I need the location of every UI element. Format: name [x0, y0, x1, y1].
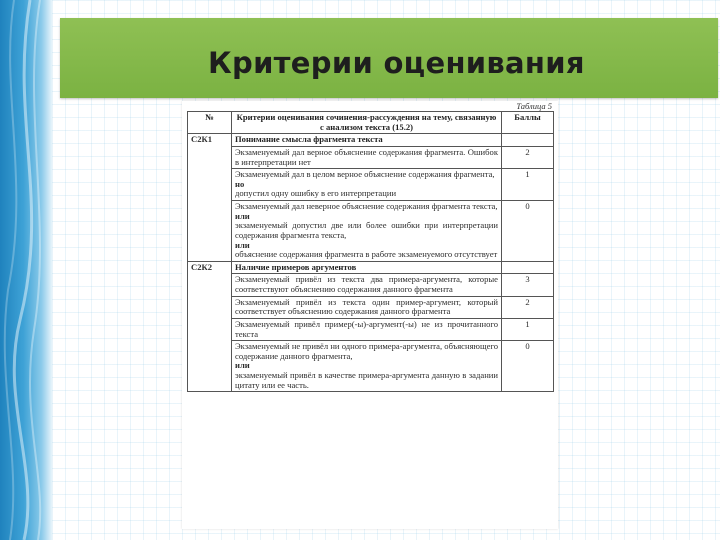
header-points: Баллы: [502, 112, 554, 134]
criteria-document: [182, 101, 558, 529]
criterion-text: Экзаменуемый привёл из текста один пример-аргумент, который соответствует объяснению содержания данного фрагмента: [232, 296, 502, 318]
table-row: [188, 318, 554, 340]
points-value: 1: [502, 318, 554, 340]
table-row: [188, 296, 554, 318]
title-bar: [60, 18, 718, 98]
points-value: 0: [502, 341, 554, 392]
table-row: [188, 201, 554, 262]
criterion-text: Экзаменуемый дал неверное объяснение содержания фрагмента текста, или экзаменуемый допустил две или более ошибки при интерпретации содержания фрагмента текста, или объяснение содержания фрагмента в работе экзаменуемого отсутствует: [232, 201, 502, 262]
table-header-row: [188, 112, 554, 134]
criterion-text: Экзаменуемый привёл из текста два примера-аргумента, которые соответствуют объяснению содержания данного фрагмента: [232, 274, 502, 296]
table-row: [188, 274, 554, 296]
header-criteria: Критерии оценивания сочинения-рассуждения на тему, связанную с анализом текста (15.2): [232, 112, 502, 134]
table-row: [188, 169, 554, 201]
points-value: 3: [502, 274, 554, 296]
points-cell-empty: [502, 261, 554, 274]
section-title: Наличие примеров аргументов: [232, 261, 502, 274]
criterion-text: Экзаменуемый дал в целом верное объяснение содержания фрагмента, но допустил одну ошибку в его интерпретации: [232, 169, 502, 201]
table-row: [188, 146, 554, 168]
criterion-text: Экзаменуемый дал верное объяснение содержания фрагмента. Ошибок в интерпретации нет: [232, 146, 502, 168]
decorative-side-band: [0, 0, 52, 540]
points-value: 2: [502, 296, 554, 318]
slide-title: Критерии оценивания: [208, 46, 585, 80]
table-row: [188, 341, 554, 392]
points-value: 1: [502, 169, 554, 201]
criterion-text: Экзаменуемый привёл пример(-ы)-аргумент(-ы) не из прочитанного текста: [232, 318, 502, 340]
section-title: Понимание смысла фрагмента текста: [232, 134, 502, 147]
section-id: С2К1: [188, 134, 232, 262]
section-row: [188, 261, 554, 274]
section-row: [188, 134, 554, 147]
criterion-text: Экзаменуемый не привёл ни одного примера-аргумента, объясняющего содержание данного фрагмента, или экзаменуемый привёл в качестве примера-аргумента данную в задании цитату или ее часть.: [232, 341, 502, 392]
wave-decoration-icon: [0, 0, 52, 540]
section-id: С2К2: [188, 261, 232, 392]
table-caption: Таблица 5: [516, 101, 552, 111]
header-num: №: [188, 112, 232, 134]
points-value: 2: [502, 146, 554, 168]
criteria-table: [187, 111, 554, 392]
points-cell-empty: [502, 134, 554, 147]
points-value: 0: [502, 201, 554, 262]
